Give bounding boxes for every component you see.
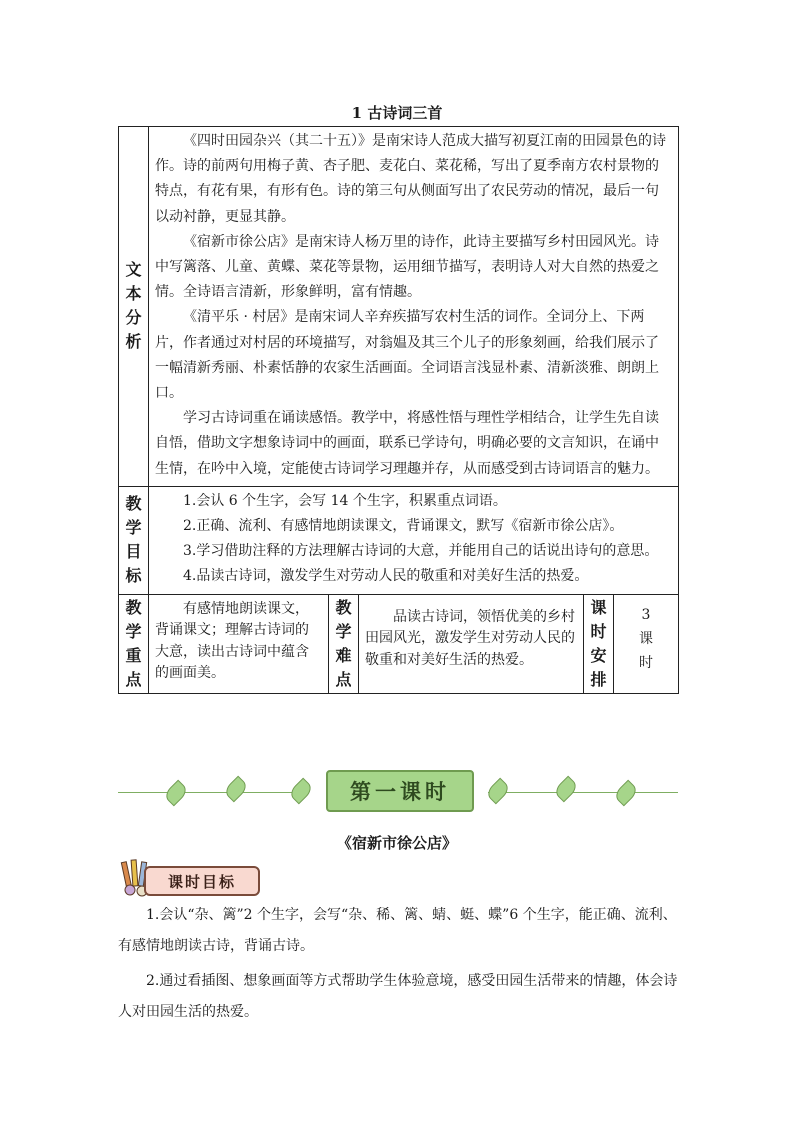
schedule-value-cell <box>614 594 679 693</box>
text-analysis-label: 文本分析 <box>125 260 142 352</box>
key-points-text: 有感情地朗读课文，背诵课文；理解古诗词的大意，读出古诗词中蕴含的画面美。 <box>155 600 309 682</box>
difficulties-label-cell <box>329 594 359 693</box>
banner-divider-right <box>488 792 678 793</box>
lesson-goals-list <box>118 900 678 1028</box>
teaching-goals-label: 教学目标 <box>125 494 142 586</box>
lesson-banner <box>118 768 678 812</box>
schedule-label-cell <box>584 594 614 693</box>
key-points-row <box>119 594 679 693</box>
leaf-icon <box>553 776 580 803</box>
schedule-value: 3课时 <box>639 606 654 671</box>
schedule-label: 课时安排 <box>590 597 607 689</box>
leaf-icon <box>485 778 512 805</box>
goal-item: 1.会认 6 个生字，会写 14 个生字，积累重点词语。 <box>183 492 507 509</box>
text-analysis-label-cell <box>119 127 149 487</box>
teaching-goals-label-cell <box>119 486 149 594</box>
lesson-goal-item: 2.通过看插图、想象画面等方式帮助学生体验意境，感受田园生活带来的情趣，体会诗人对田园生活的热爱。 <box>118 973 678 1020</box>
lesson-plan-table <box>118 126 679 694</box>
leaf-icon <box>288 778 315 805</box>
leaf-icon <box>223 776 250 803</box>
analysis-paragraph: 《宿新市徐公店》是南宋诗人杨万里的诗作，此诗主要描写乡村田园风光。诗中写篱落、儿童、黄蝶、菜花等景物，运用细节描写，表明诗人对大自然的热爱之情。全诗语言清新，形象鲜明，富有情趣。 <box>155 233 659 301</box>
lesson-goals-badge-label: 课时目标 <box>144 866 260 896</box>
poem-title: 《宿新市徐公店》 <box>336 834 457 852</box>
difficulties-content <box>359 594 584 693</box>
lesson-goals-badge <box>118 858 258 898</box>
goal-item: 2.正确、流利、有感情地朗读课文，背诵课文，默写《宿新市徐公店》。 <box>183 518 624 535</box>
key-points-content <box>149 594 329 693</box>
key-points-label-cell <box>119 594 149 693</box>
leaf-icon <box>163 780 190 807</box>
difficulties-label: 教学难点 <box>335 597 352 689</box>
banner-divider-left <box>118 792 308 793</box>
teaching-goals-row <box>119 486 679 594</box>
difficulties-text: 品读古诗词，领悟优美的乡村田园风光，激发学生对劳动人民的敬重和对美好生活的热爱。 <box>365 608 575 668</box>
page-title: 1 古诗词三首 <box>351 104 443 122</box>
analysis-paragraph: 《四时田园杂兴（其二十五）》是南宋诗人范成大描写初夏江南的田园景色的诗作。诗的前两句用梅子黄、杏子肥、麦花白、菜花稀，写出了夏季南方农村景物的特点，有花有果，有形有色。诗的第三句从侧面写出了农民劳动的情况，最后一句以动衬静，更显其静。 <box>155 133 666 225</box>
analysis-paragraph: 《清平乐 · 村居》是南宋词人辛弃疾描写农村生活的词作。全词分上、下两片，作者通过对村居的环境描写，对翁媪及其三个儿子的形象刻画，给我们展示了一幅清新秀丽、朴素恬静的农家生活画面。全词语言浅显朴素、清新淡雅、朗朗上口。 <box>155 309 659 402</box>
analysis-paragraph: 学习古诗词重在诵读感悟。教学中，将感性悟与理性学相结合，让学生先自读自悟，借助文字想象诗词中的画面，联系已学诗句，明确必要的文言知识，在诵中生情，在吟中入境，定能使古诗词学习理趣并存，从而感受到古诗词语言的魅力。 <box>155 410 659 477</box>
text-analysis-content <box>149 127 679 487</box>
lesson-banner-title: 第一课时 <box>326 770 474 812</box>
key-points-label: 教学重点 <box>125 597 142 689</box>
goal-item: 4.品读古诗词，激发学生对劳动人民的敬重和对美好生活的热爱。 <box>183 568 589 585</box>
lesson-goal-item: 1.会认“杂、篱”2 个生字，会写“杂、稀、篱、蜻、蜓、蝶”6 个生字，能正确、流利、有感情地朗读古诗，背诵古诗。 <box>118 907 677 954</box>
teaching-goals-content <box>149 486 679 594</box>
leaf-icon <box>613 780 640 807</box>
text-analysis-row <box>119 127 679 487</box>
goal-item: 3.学习借助注释的方法理解古诗词的大意，并能用自己的话说出诗句的意思。 <box>183 543 659 560</box>
